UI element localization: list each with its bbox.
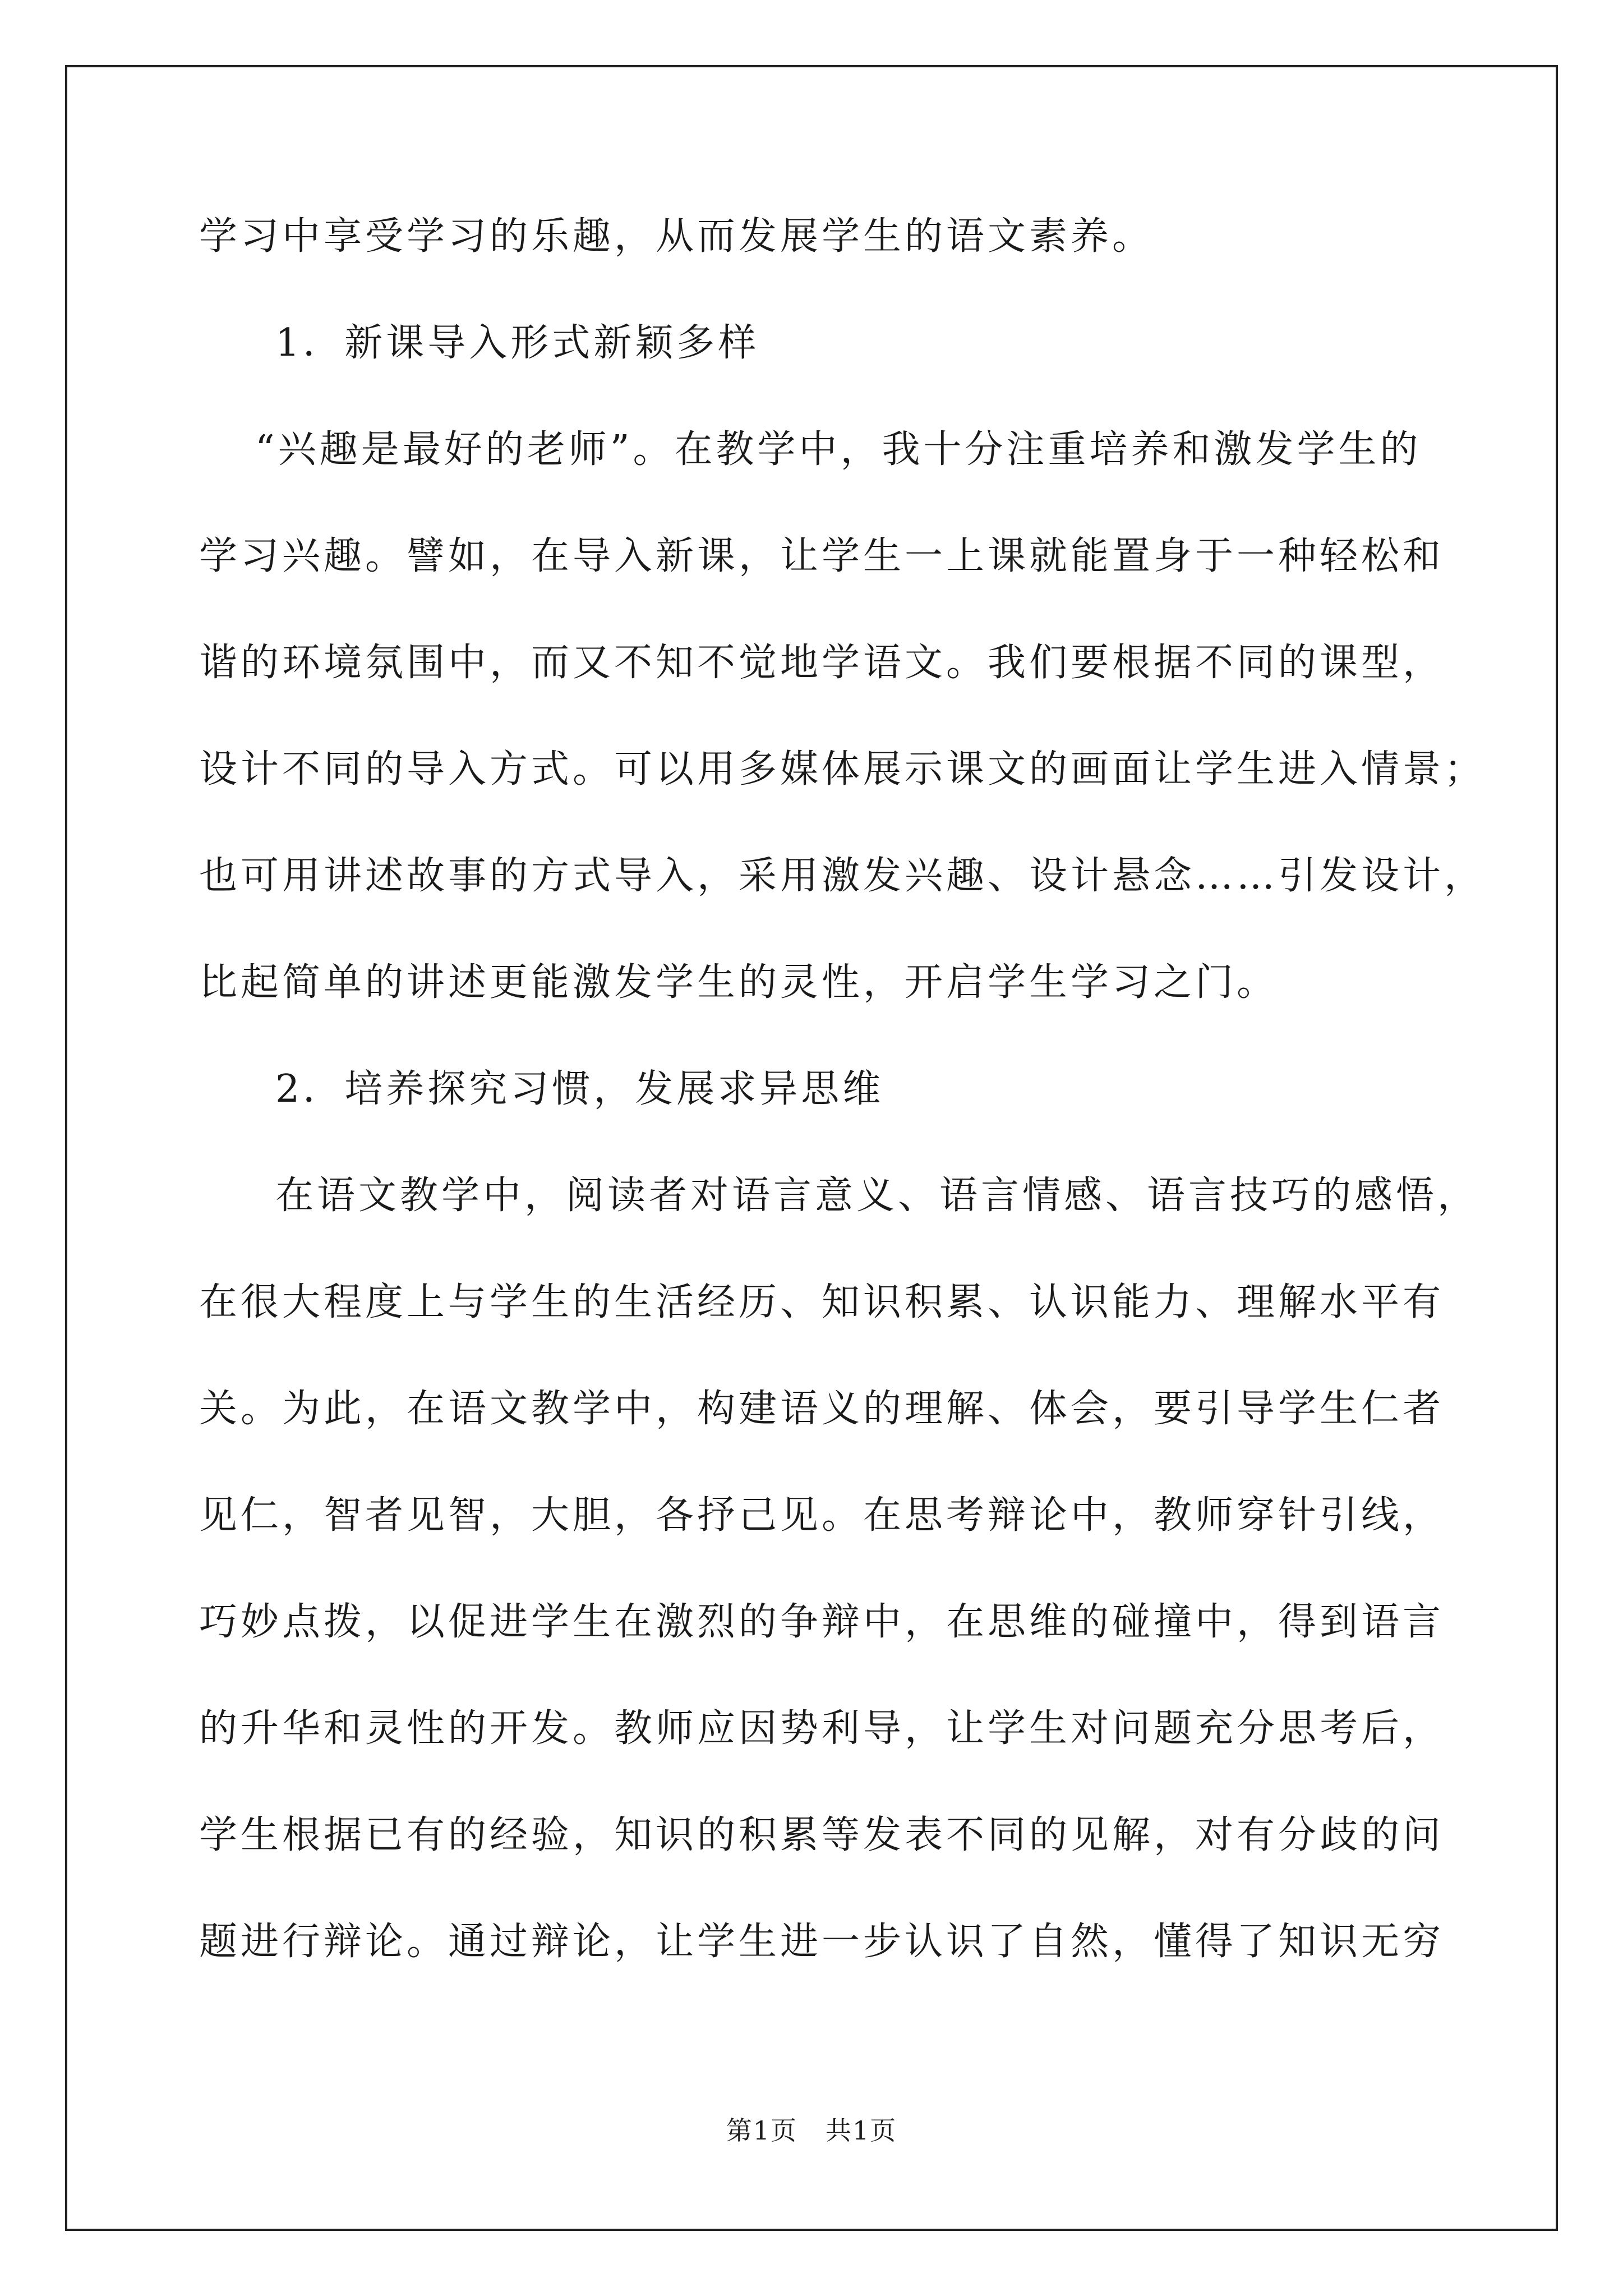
page-number: 第1页	[726, 2115, 798, 2146]
text-line: 谐的环境氛围中，而又不知不觉地学语文。我们要根据不同的课型，	[199, 641, 1445, 685]
text-line: 学习兴趣。譬如，在导入新课，让学生一上课就能置身于一种轻松和	[199, 534, 1445, 578]
page-total: 共1页	[825, 2115, 897, 2146]
text-line: 题进行辩论。通过辩论，让学生进一步认识了自然，懂得了知识无穷	[199, 1920, 1445, 1964]
document-body	[199, 209, 1486, 2021]
text-line: 学习中享受学习的乐趣，从而发展学生的语文素养。	[199, 214, 1154, 259]
text-line: 在语文教学中，阅读者对语言意义、语言情感、语言技巧的感悟，	[275, 1174, 1479, 1218]
text-line: 设计不同的导入方式。可以用多媒体展示课文的画面让学生进入情景；	[199, 747, 1486, 792]
text-line: “兴趣是最好的老师”。在教学中，我十分注重培养和激发学生的	[255, 427, 1422, 472]
text-line: 巧妙点拨，以促进学生在激烈的争辩中，在思维的碰撞中，得到语言	[199, 1600, 1445, 1644]
section-heading: 2．培养探究习惯，发展求异思维	[275, 1067, 884, 1111]
text-line: 学生根据已有的经验，知识的积累等发表不同的见解，对有分歧的问	[199, 1813, 1445, 1857]
text-line: 的升华和灵性的开发。教师应因势利导，让学生对问题充分思考后，	[199, 1706, 1445, 1751]
page-footer	[0, 2114, 1623, 2147]
text-line: 比起简单的讲述更能激发学生的灵性，开启学生学习之门。	[199, 960, 1279, 1005]
text-line: 也可用讲述故事的方式导入，采用激发兴趣、设计悬念……引发设计，	[199, 854, 1486, 898]
text-line: 关。为此，在语文教学中，构建语义的理解、体会，要引导学生仁者	[199, 1387, 1445, 1431]
text-line: 在很大程度上与学生的生活经历、知识积累、认识能力、理解水平有	[199, 1280, 1445, 1324]
text-line: 见仁，智者见智，大胆，各抒己见。在思考辩论中，教师穿针引线，	[199, 1493, 1445, 1538]
section-heading: 1．新课导入形式新颖多样	[275, 321, 760, 365]
footer-spacer	[797, 2115, 826, 2146]
